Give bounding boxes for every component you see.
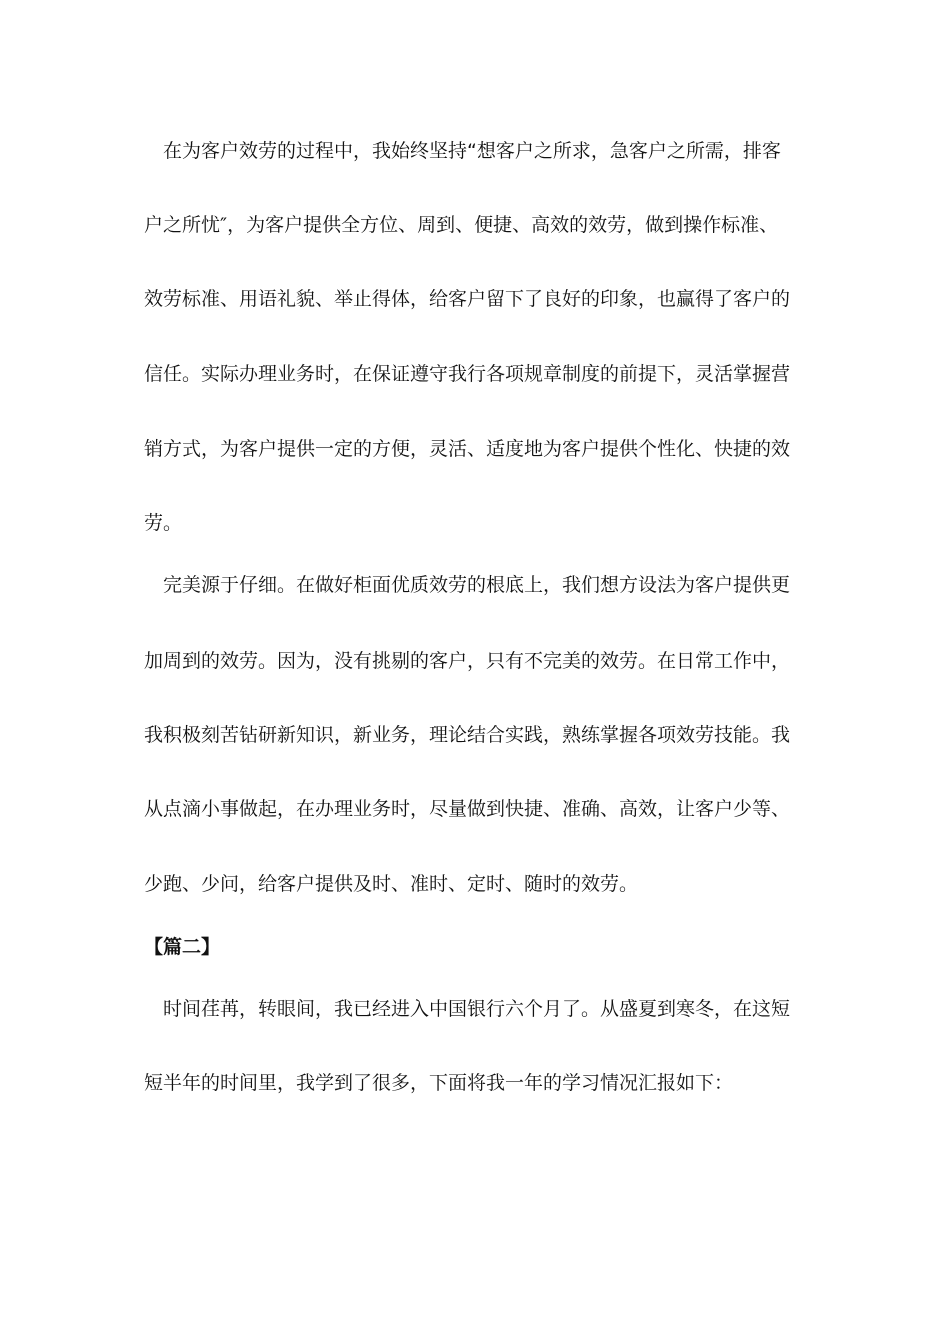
paragraph-2-line-2: 加周到的效劳。因为，没有挑剔的客户，只有不完美的效劳。在日常工作中， bbox=[144, 650, 791, 672]
paragraph-2-line-5: 少跑、少问，给客户提供及时、准时、定时、随时的效劳。 bbox=[144, 873, 639, 895]
paragraph-2-line-3: 我积极刻苦钻研新知识，新业务，理论结合实践，熟练掌握各项效劳技能。我 bbox=[144, 724, 791, 746]
paragraph-1-line-3: 效劳标准、用语礼貌、举止得体，给客户留下了良好的印象，也赢得了客户的 bbox=[144, 288, 791, 310]
paragraph-1-line-2: 户之所忧″，为客户提供全方位、周到、便捷、高效的效劳，做到操作标准、 bbox=[144, 214, 779, 236]
section-heading: 【篇二】 bbox=[144, 936, 221, 958]
paragraph-2-line-1: 完美源于仔细。在做好柜面优质效劳的根底上，我们想方设法为客户提供更 bbox=[163, 574, 791, 596]
paragraph-3-line-2: 短半年的时间里，我学到了很多，下面将我一年的学习情况汇报如下： bbox=[144, 1072, 734, 1094]
paragraph-2-line-4: 从点滴小事做起，在办理业务时，尽量做到快捷、准确、高效，让客户少等、 bbox=[144, 798, 791, 820]
paragraph-1-line-4: 信任。实际办理业务时，在保证遵守我行各项规章制度的前提下，灵活掌握营 bbox=[144, 363, 791, 385]
paragraph-3-line-1: 时间荏苒，转眼间，我已经进入中国银行六个月了。从盛夏到寒冬，在这短 bbox=[163, 998, 791, 1020]
paragraph-1-line-6: 劳。 bbox=[144, 512, 183, 534]
paragraph-1-line-5: 销方式，为客户提供一定的方便，灵活、适度地为客户提供个性化、快捷的效 bbox=[144, 438, 791, 460]
paragraph-1-line-1: 在为客户效劳的过程中，我始终坚持“想客户之所求，急客户之所需，排客 bbox=[163, 140, 781, 162]
